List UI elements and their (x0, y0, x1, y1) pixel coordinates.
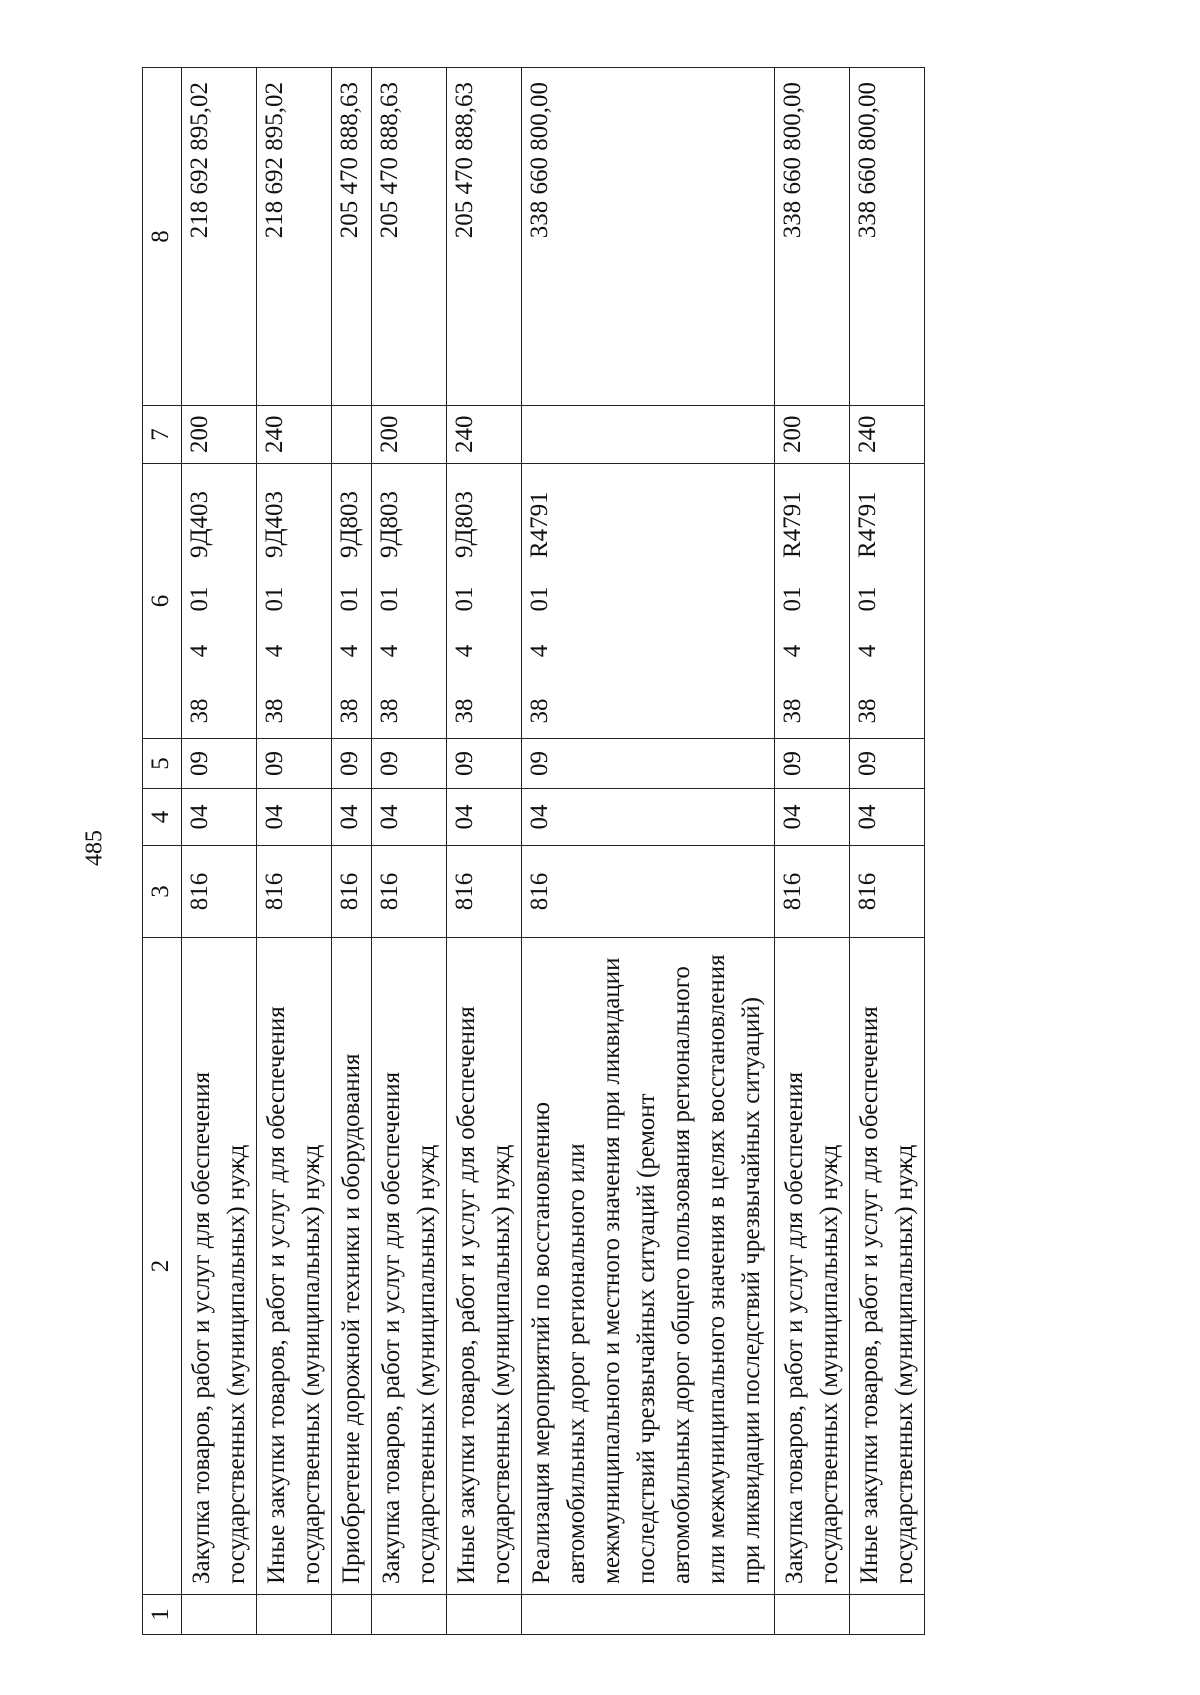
col3-cell: 816 (447, 846, 522, 938)
col7-cell: 240 (257, 406, 332, 464)
col4-cell: 04 (182, 789, 257, 846)
col3-cell: 816 (372, 846, 447, 938)
code-part: 01 (854, 586, 881, 612)
col4-cell: 04 (850, 789, 925, 846)
header-row (143, 68, 182, 1635)
col1-cell (447, 1595, 522, 1635)
code-part: 38 (376, 698, 403, 724)
code-part: 4 (336, 644, 363, 658)
amount-cell: 338 660 800,00 (775, 68, 850, 406)
rotated-table-container (142, 68, 1032, 1635)
col5-cell: 09 (522, 739, 775, 789)
header-cell: 2 (143, 938, 182, 1595)
col5-cell: 09 (775, 739, 850, 789)
description-cell: Иные закупки товаров, работ и услуг для обеспечения государственных (муниципальных) нужд (447, 938, 522, 1595)
col7-cell: 200 (775, 406, 850, 464)
col7-cell: 240 (850, 406, 925, 464)
col6-cell (850, 464, 925, 739)
col4-cell: 04 (447, 789, 522, 846)
col7-cell: 240 (447, 406, 522, 464)
header-cell: 3 (143, 846, 182, 938)
col1-cell (257, 1595, 332, 1635)
code-part: 38 (261, 698, 288, 724)
code-part: 4 (779, 644, 806, 658)
col5-cell: 09 (257, 739, 332, 789)
code-part: 9Д803 (336, 490, 363, 558)
code-part: R4791 (526, 491, 553, 558)
code-part: 01 (451, 586, 478, 612)
header-cell: 7 (143, 406, 182, 464)
col6-cell (447, 464, 522, 739)
col6-cell (522, 464, 775, 739)
col7-cell: 200 (372, 406, 447, 464)
col5-cell: 09 (447, 739, 522, 789)
description-cell: Закупка товаров, работ и услуг для обеспечения государственных (муниципальных) нужд (372, 938, 447, 1595)
col3-cell: 816 (850, 846, 925, 938)
col1-cell (775, 1595, 850, 1635)
col5-cell: 09 (372, 739, 447, 789)
description-cell: Закупка товаров, работ и услуг для обеспечения государственных (муниципальных) нужд (775, 938, 850, 1595)
table-row (182, 68, 257, 1635)
col3-cell: 816 (522, 846, 775, 938)
code-part: 9Д403 (261, 490, 288, 558)
code-part: 9Д403 (186, 490, 213, 558)
col6-cell (372, 464, 447, 739)
col4-cell: 04 (372, 789, 447, 846)
budget-table (142, 67, 925, 1635)
code-part: 01 (376, 586, 403, 612)
col3-cell: 816 (775, 846, 850, 938)
description-cell: Иные закупки товаров, работ и услуг для обеспечения государственных (муниципальных) нужд (257, 938, 332, 1595)
table-row (372, 68, 447, 1635)
code-part: 4 (261, 644, 288, 658)
table-body (143, 68, 925, 1635)
description-cell: Реализация мероприятий по восстановлению автомобильных дорог регионального или межмуниципального и местного значения при ликвидации последствий чрезвычайных ситуаций (ремонт автомобильных дорог общего пользования регионального или межмуниципального значения в целях восстановления при ликвидации последствий чрезвычайных ситуаций) (522, 938, 775, 1595)
col1-cell (522, 1595, 775, 1635)
col4-cell: 04 (332, 789, 372, 846)
col5-cell: 09 (850, 739, 925, 789)
col1-cell (372, 1595, 447, 1635)
header-cell: 1 (143, 1595, 182, 1635)
table-row (522, 68, 775, 1635)
col7-cell: 200 (182, 406, 257, 464)
code-part: 01 (336, 586, 363, 612)
col1-cell (182, 1595, 257, 1635)
col5-cell: 09 (332, 739, 372, 789)
amount-cell: 218 692 895,02 (257, 68, 332, 406)
code-part: 9Д803 (451, 490, 478, 558)
col6-cell (775, 464, 850, 739)
code-part: 4 (376, 644, 403, 658)
code-part: 01 (526, 586, 553, 612)
amount-cell: 205 470 888,63 (372, 68, 447, 406)
amount-cell: 205 470 888,63 (447, 68, 522, 406)
code-part: 38 (336, 698, 363, 724)
header-cell: 4 (143, 789, 182, 846)
code-part: 9Д803 (376, 490, 403, 558)
code-part: 38 (526, 698, 553, 724)
code-part: 38 (854, 698, 881, 724)
code-part: 01 (779, 586, 806, 612)
code-part: 38 (779, 698, 806, 724)
header-cell: 8 (143, 68, 182, 406)
amount-cell: 218 692 895,02 (182, 68, 257, 406)
amount-cell: 338 660 800,00 (522, 68, 775, 406)
col7-cell (332, 406, 372, 464)
table-row (850, 68, 925, 1635)
code-part: 4 (186, 644, 213, 658)
col6-cell (182, 464, 257, 739)
amount-cell: 338 660 800,00 (850, 68, 925, 406)
amount-cell: 205 470 888,63 (332, 68, 372, 406)
code-part: 4 (526, 644, 553, 658)
code-part: 4 (451, 644, 478, 658)
code-part: 38 (451, 698, 478, 724)
description-cell: Иные закупки товаров, работ и услуг для обеспечения государственных (муниципальных) нужд (850, 938, 925, 1595)
col7-cell (522, 406, 775, 464)
col3-cell: 816 (257, 846, 332, 938)
code-part: 4 (854, 644, 881, 658)
col1-cell (850, 1595, 925, 1635)
col5-cell: 09 (182, 739, 257, 789)
table-row (447, 68, 522, 1635)
header-cell: 5 (143, 739, 182, 789)
page-number: 485 (81, 830, 108, 866)
col3-cell: 816 (332, 846, 372, 938)
code-part: 38 (186, 698, 213, 724)
code-part: R4791 (779, 491, 806, 558)
description-cell: Закупка товаров, работ и услуг для обеспечения государственных (муниципальных) нужд (182, 938, 257, 1595)
col4-cell: 04 (522, 789, 775, 846)
col1-cell (332, 1595, 372, 1635)
table-row (775, 68, 850, 1635)
col4-cell: 04 (775, 789, 850, 846)
col6-cell (332, 464, 372, 739)
col6-cell (257, 464, 332, 739)
description-cell: Приобретение дорожной техники и оборудования (332, 938, 372, 1595)
col3-cell: 816 (182, 846, 257, 938)
code-part: 01 (261, 586, 288, 612)
code-part: R4791 (854, 491, 881, 558)
table-row (257, 68, 332, 1635)
code-part: 01 (186, 586, 213, 612)
col4-cell: 04 (257, 789, 332, 846)
table-row (332, 68, 372, 1635)
header-cell: 6 (143, 464, 182, 739)
